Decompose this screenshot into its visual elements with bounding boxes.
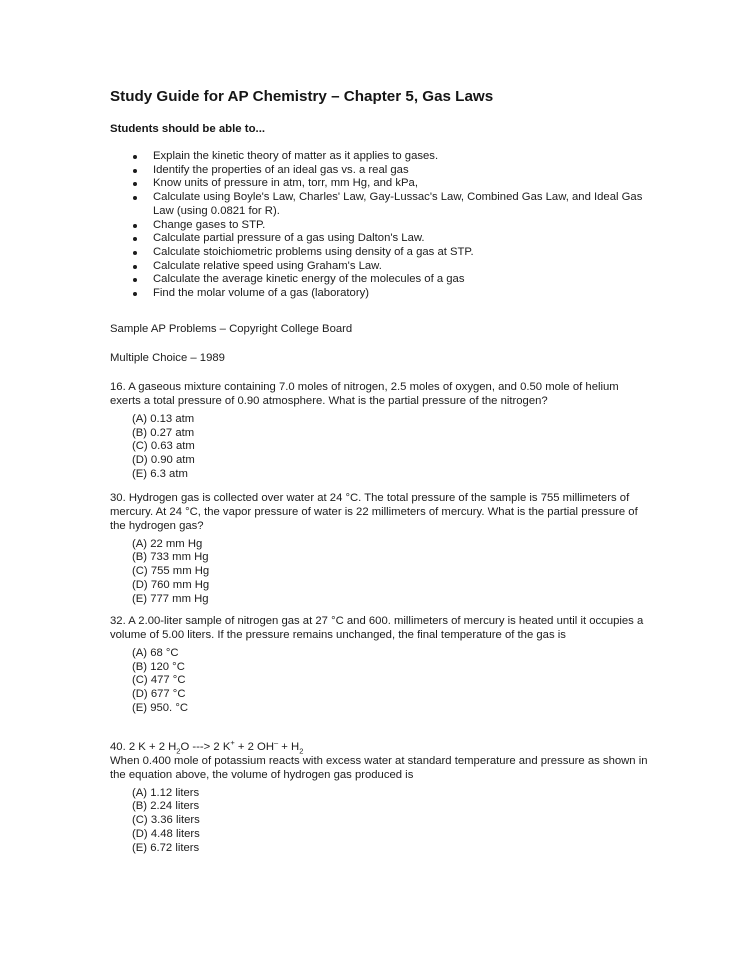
objectives-heading: Students should be able to... [110, 123, 266, 135]
answer-option: (B) 2.24 liters [132, 800, 200, 813]
question-prompt: 32. A 2.00-liter sample of nitrogen gas at 27 °C and 600. millimeters of mercury is heated until it occupies a volume of 5.00 liters. If the pressure remains unchanged, the final temperature of the gas is [110, 615, 644, 641]
question-number: 32. [110, 615, 126, 627]
answer-options [110, 538, 650, 607]
answer-option: (C) 3.36 liters [132, 814, 200, 827]
question-prompt: 30. Hydrogen gas is collected over water at 24 °C. The total pressure of the sample is 755 millimeters of mercury. At 24 °C, the vapor pressure of water is 22 millimeters of mercury. What is the partial pressure of the hydrogen gas? [110, 492, 638, 532]
question-number: 40. [110, 741, 126, 753]
question-prompt: When 0.400 mole of potassium reacts with excess water at standard temperature and pressure as shown in the equation above, the volume of hydrogen gas produced is [110, 754, 648, 781]
document-title: Study Guide for AP Chemistry – Chapter 5, Gas Laws [110, 88, 494, 105]
objective-item: Calculate stoichiometric problems using density of a gas at STP. [110, 246, 650, 260]
objective-item: Change gases to STP. [110, 219, 650, 233]
answer-option: (A) 1.12 liters [132, 786, 200, 799]
bullet-icon [133, 196, 137, 200]
answer-option: (E) 950. °C [132, 701, 188, 714]
answer-option: (E) 6.3 atm [132, 467, 188, 480]
answer-option: (B) 120 °C [132, 660, 185, 673]
answer-option: (D) 0.90 atm [132, 453, 195, 466]
bullet-icon [133, 278, 137, 282]
objective-item: Calculate partial pressure of a gas using Dalton's Law. [110, 232, 650, 246]
question-prompt: 16. A gaseous mixture containing 7.0 moles of nitrogen, 2.5 moles of oxygen, and 0.50 mole of helium exerts a total pressure of 0.90 atmosphere. What is the partial pressure of the nitrogen? [110, 381, 619, 407]
bullet-icon [133, 155, 137, 159]
objective-item: Calculate relative speed using Graham's Law. [110, 260, 650, 274]
bullet-icon [133, 292, 137, 296]
answer-option: (D) 760 mm Hg [132, 578, 210, 591]
objectives-list [110, 150, 650, 301]
bullet-icon [133, 251, 137, 255]
answer-option: (E) 6.72 liters [132, 841, 200, 854]
answer-option: (E) 777 mm Hg [132, 592, 209, 605]
question-number: 16. [110, 381, 126, 393]
bullet-icon [133, 182, 137, 186]
answer-options [110, 647, 650, 716]
question-32 [110, 615, 650, 715]
answer-option: (C) 477 °C [132, 674, 186, 687]
answer-option: (A) 68 °C [132, 646, 179, 659]
answer-option: (A) 0.13 atm [132, 412, 195, 425]
bullet-icon [133, 224, 137, 228]
bullet-icon [133, 237, 137, 241]
objective-item: Calculate using Boyle's Law, Charles' Law, Gay-Lussac's Law, Combined Gas Law, and Ideal Gas Law (using 0.0821 for R). [110, 191, 650, 218]
objective-item: Find the molar volume of a gas (laboratory) [110, 287, 650, 301]
answer-option: (D) 4.48 liters [132, 827, 200, 840]
bullet-icon [133, 169, 137, 173]
answer-options [110, 413, 650, 482]
objective-item: Know units of pressure in atm, torr, mm Hg, and kPa, [110, 177, 650, 191]
objective-item: Identify the properties of an ideal gas vs. a real gas [110, 164, 650, 178]
answer-option: (A) 22 mm Hg [132, 537, 203, 550]
sample-problems-heading: Sample AP Problems – Copyright College Board [110, 323, 353, 335]
answer-option: (B) 733 mm Hg [132, 551, 209, 564]
question-16 [110, 381, 650, 481]
bullet-icon [133, 265, 137, 269]
answer-options [110, 787, 650, 856]
answer-option: (C) 0.63 atm [132, 440, 195, 453]
chemical-equation: 40. 2 K + 2 $H_2O$ ---> 2 K+ + 2 $OH^- + H_2$ [110, 738, 304, 756]
objective-item: Calculate the average kinetic energy of the molecules of a gas [110, 273, 650, 287]
objective-item: Explain the kinetic theory of matter as it applies to gases. [110, 150, 650, 164]
question-number: 30. [110, 492, 126, 504]
answer-option: (C) 755 mm Hg [132, 565, 210, 578]
answer-option: (B) 0.27 atm [132, 426, 195, 439]
answer-option: (D) 677 °C [132, 687, 186, 700]
question-40 [110, 738, 650, 855]
question-30 [110, 492, 650, 606]
multiple-choice-heading: Multiple Choice – 1989 [110, 352, 225, 364]
